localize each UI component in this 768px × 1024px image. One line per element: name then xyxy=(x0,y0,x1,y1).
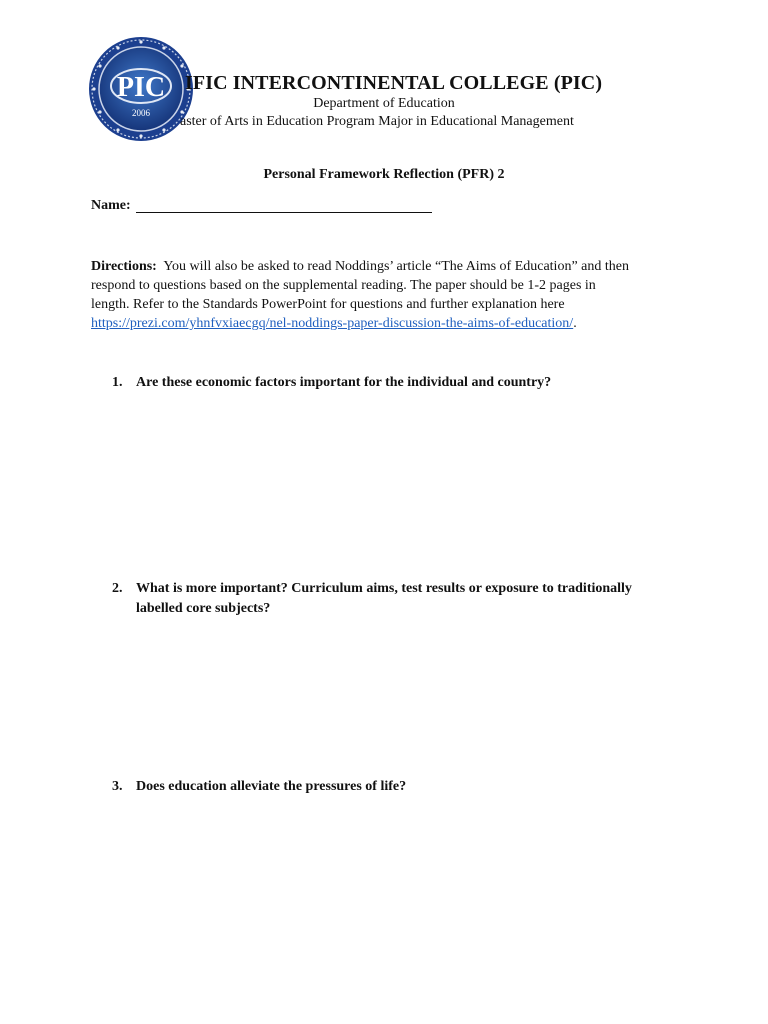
question-2 xyxy=(112,579,692,619)
document-title: Personal Framework Reflection (PFR) 2 xyxy=(263,167,505,182)
seal-text: PIC xyxy=(116,72,166,103)
question-1 xyxy=(112,373,692,393)
link-suffix: . xyxy=(573,316,577,331)
question-text: Does education alleviate the pressures of life? xyxy=(136,779,407,794)
directions-line xyxy=(91,314,681,333)
question-number: 2. xyxy=(112,581,123,596)
name-label: Name: xyxy=(91,198,131,213)
question-text: What is more important? Curriculum aims, test results or exposure to traditionally xyxy=(136,581,632,596)
program-name: aster of Arts in Education Program Major in Educational Management xyxy=(180,114,574,129)
directions-paragraph xyxy=(91,257,681,333)
seal-year: 2006 xyxy=(132,108,150,118)
directions-text: You will also be asked to read Noddings’ article “The Aims of Education” and then xyxy=(163,259,629,274)
question-text: labelled core subjects? xyxy=(136,601,271,616)
directions-line: length. Refer to the Standards PowerPoint for questions and further explanation here xyxy=(91,297,565,312)
college-seal-icon xyxy=(88,36,194,142)
question-number: 3. xyxy=(112,779,123,794)
question-text: Are these economic factors important for the individual and country? xyxy=(136,375,552,390)
directions-line: respond to questions based on the supplemental reading. The paper should be 1-2 pages in xyxy=(91,278,596,293)
college-name: IFIC INTERCONTINENTAL COLLEGE (PIC) xyxy=(185,72,603,94)
question-3 xyxy=(112,777,692,797)
directions-line xyxy=(91,257,681,276)
department-name: Department of Education xyxy=(313,96,455,111)
prezi-link[interactable]: https://prezi.com/yhnfvxiaecgq/nel-noddings-paper-discussion-the-aims-of-education/ xyxy=(91,316,574,331)
name-blank-line[interactable] xyxy=(136,212,432,213)
directions-label: Directions: xyxy=(91,259,157,274)
question-number: 1. xyxy=(112,375,123,390)
